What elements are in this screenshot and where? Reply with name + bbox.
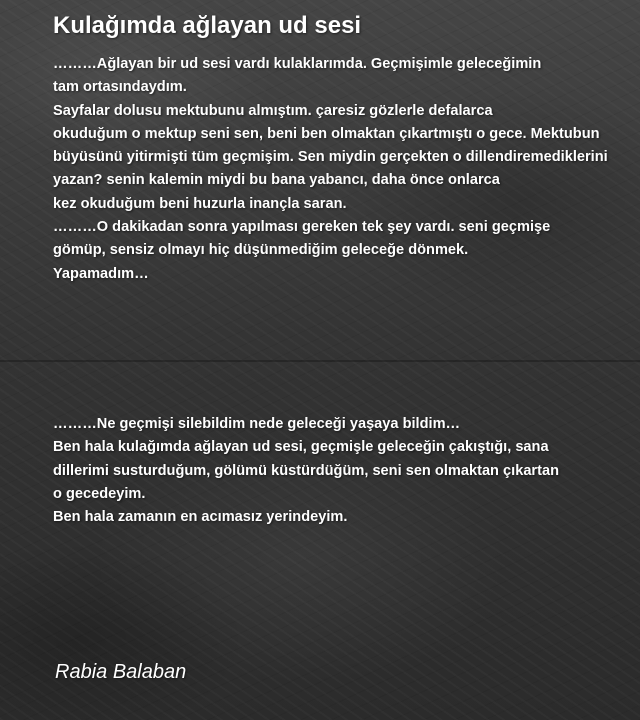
poem-author: Rabia Balaban xyxy=(55,661,187,683)
poem-line: okuduğum o mektup seni sen, beni ben olmaktan çıkartmıştı o gece. Mektubun xyxy=(53,125,600,142)
poem-stanza-1 xyxy=(53,53,608,286)
poem-stanza-2 xyxy=(53,413,559,529)
poem-line: dillerimi susturduğum, gölümü küstürdüğüm, seni sen olmaktan çıkartan xyxy=(53,462,559,479)
poem-line: kez okuduğum beni huzurla inançla saran. xyxy=(53,195,347,212)
poem-line: ………Ağlayan bir ud sesi vardı kulaklarımda. Geçmişimle geleceğimin xyxy=(53,56,542,72)
poem-line: Ben hala kulağımda ağlayan ud sesi, geçmişle geleceğin çakıştığı, sana xyxy=(53,439,549,456)
poem-line: Yapamadım… xyxy=(53,265,149,282)
background-divider xyxy=(0,360,640,362)
poem-line: Sayfalar dolusu mektubunu almıştım. çaresiz gözlerle defalarca xyxy=(53,102,493,119)
poem-line: ………Ne geçmişi silebildim nede geleceği yaşaya bildim… xyxy=(53,416,461,432)
poem-line: tam ortasındaydım. xyxy=(53,79,187,96)
poem-line: büyüsünü yitirmişti tüm geçmişim. Sen miydin gerçekten o dillendiremediklerini xyxy=(53,149,608,166)
poem-line: gömüp, sensiz olmayı hiç düşünmediğim geleceğe dönmek. xyxy=(53,242,469,259)
poem-line: yazan? senin kalemin miydi bu bana yabancı, daha önce onlarca xyxy=(53,172,500,189)
poem-line: Ben hala zamanın en acımasız yerindeyim. xyxy=(53,509,348,526)
poem-line: o gecedeyim. xyxy=(53,485,146,502)
poem-line: ………O dakikadan sonra yapılması gereken tek şey vardı. seni geçmişe xyxy=(53,219,551,236)
poem-title: Kulağımda ağlayan ud sesi xyxy=(53,12,362,39)
